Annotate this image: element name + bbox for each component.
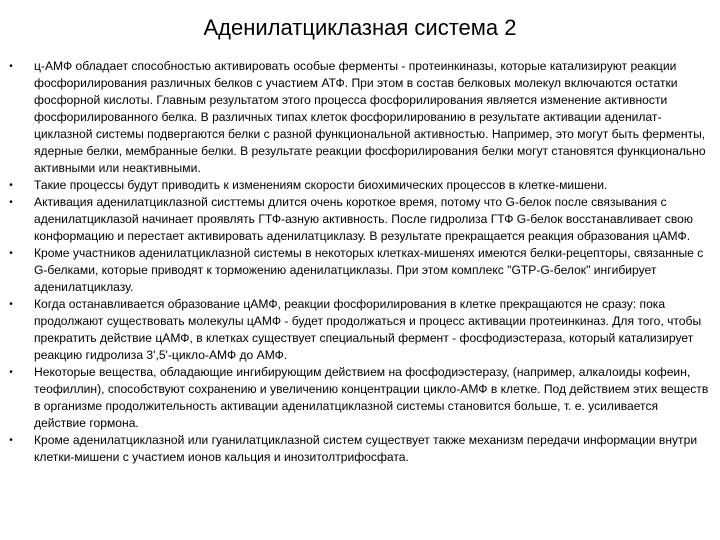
bullet-icon: •	[9, 180, 13, 191]
bullet-icon: •	[9, 435, 13, 446]
bullet-text: ц-АМФ обладает способностью активировать особые ферменты - протеинкиназы, которые катализируют реакции фосфорилирования различных белков с участием АТФ. При этом в состав белковых молекул включаются остатки фосфорной кислоты. Главным результатом этого процесса фосфорилирования является изменение активности фосфорилированного белка. В различных типах клеток фосфорилированию в результате активации аденилат-циклазной системы подвергаются белки с разной функциональной активностью. Например, это могут быть ферменты, ядерные белки, мембранные белки. В результате реакции фосфорилирования белки могут становятся функционально активными или неактивными.	[34, 59, 706, 175]
bullet-text: Кроме аденилатциклазной или гуанилатциклазной систем существует также механизм передачи информации внутри клетки-мишени с участием ионов кальция и инозитолтрифосфата.	[34, 433, 698, 464]
bullet-text: Некоторые вещества, обладающие ингибирующим действием на фосфодиэстеразу, (например, алкалоиды кофеин, теофиллин), способствуют сохранению и увеличению концентрации цикло-АМФ в клетке. Под действием этих веществ в организме продолжительность активации аденилатциклазной системы становится больше, т. е. усиливается действие гормона.	[34, 365, 709, 430]
bullet-item	[0, 177, 720, 194]
bullet-list	[0, 58, 720, 466]
bullet-item	[0, 364, 720, 432]
slide-title: Аденилатциклазная система 2	[203, 15, 517, 40]
bullet-item	[0, 245, 720, 296]
bullet-text: Кроме участников аденилатциклазной системы в некоторых клетках-мишенях имеются белки-рецепторы, связанные с G-белками, которые приводят к торможению аденилатциклазы. При этом комплекс "GTP-G-белок" ингибирует аденилатциклазу.	[34, 246, 704, 294]
bullet-item	[0, 58, 720, 177]
bullet-icon: •	[9, 367, 13, 378]
bullet-icon: •	[9, 197, 13, 208]
bullet-text: Такие процессы будут приводить к изменениям скорости биохимических процессов в клетке-мишени.	[34, 178, 608, 192]
bullet-item	[0, 296, 720, 364]
bullet-item	[0, 432, 720, 466]
bullet-icon: •	[9, 61, 13, 72]
bullet-text: Активация аденилатциклазной систтемы длится очень короткое время, потому что G-белок после связывания с аденилатциклазой начинает проявлять ГТФ-азную активность. После гидролиза ГТФ G-белок восстанавливает свою конформацию и перестает активировать аденилатциклазу. В результате прекращается реакция образования цАМФ.	[34, 195, 693, 243]
bullet-icon: •	[9, 299, 13, 310]
bullet-item	[0, 194, 720, 245]
bullet-text: Когда останавливается образование цАМФ, реакции фосфорилирования в клетке прекращаются не сразу: пока продолжают существовать молекулы цАМФ - будет продолжаться и процесс активации протеинкиназ. Для того, чтобы прекратить действие цАМФ, в клетках существует специальный фермент - фосфодиэстераза, который катализирует реакцию гидролиза 3',5'-цикло-АМФ до АМФ.	[34, 297, 702, 362]
bullet-icon: •	[9, 248, 13, 259]
